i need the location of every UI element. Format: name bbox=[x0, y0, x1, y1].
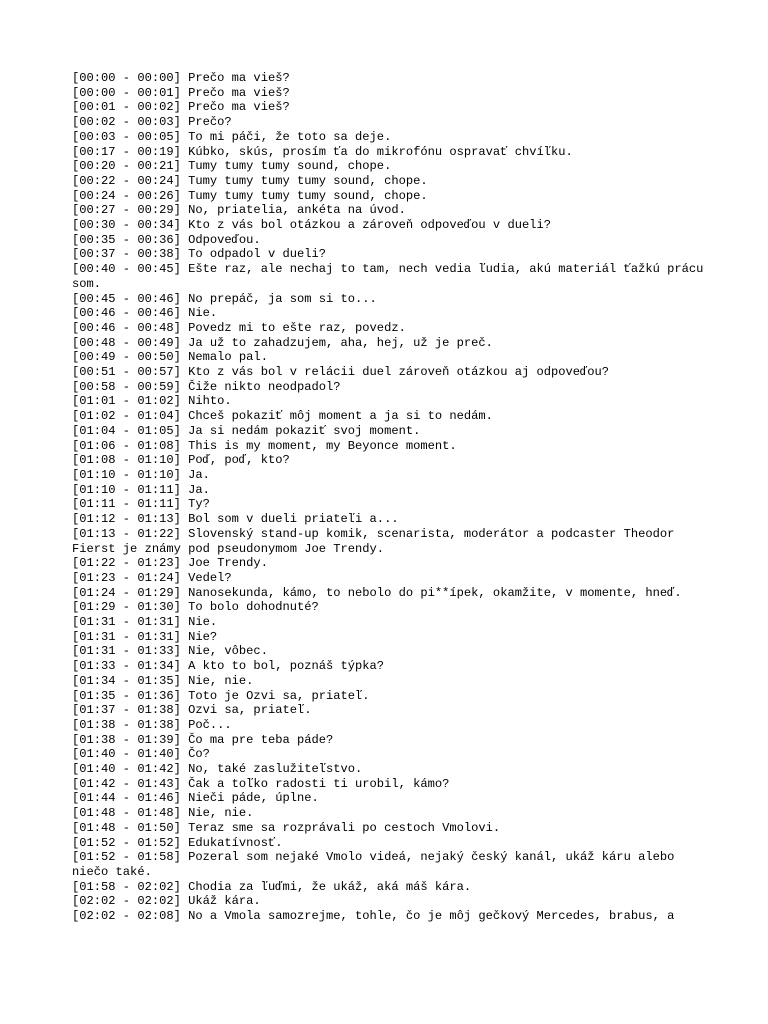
transcript-text bbox=[72, 71, 712, 924]
transcript-line: [00:24 - 00:26] Tumy tumy tumy tumy sound, chope. bbox=[72, 188, 428, 203]
transcript-line: [01:31 - 01:31] Nie. bbox=[72, 615, 218, 630]
transcript-line: [01:42 - 01:43] Čak a toľko radosti ti urobil, kámo? bbox=[72, 776, 450, 791]
transcript-line: [01:33 - 01:34] A kto to bol, poznáš týpka? bbox=[72, 659, 385, 674]
transcript-line: [01:13 - 01:22] Slovenský stand-up komik, scenarista, moderátor a podcaster Theodor Fierst je známy pod pseudonymom Joe Trendy. bbox=[72, 526, 682, 556]
transcript-line: [00:00 - 00:00] Prečo ma vieš? bbox=[72, 71, 290, 85]
transcript-line: [01:48 - 01:48] Nie, nie. bbox=[72, 806, 254, 821]
transcript-line: [00:37 - 00:38] To odpadol v dueli? bbox=[72, 247, 327, 262]
transcript-line: [01:12 - 01:13] Bol som v dueli priateľi a... bbox=[72, 512, 399, 527]
transcript-line: [01:35 - 01:36] Toto je Ozvi sa, priateľ. bbox=[72, 688, 370, 703]
transcript-line: [01:01 - 01:02] Nihto. bbox=[72, 394, 232, 409]
transcript-line: [00:48 - 00:49] Ja už to zahadzujem, aha, hej, už je preč. bbox=[72, 335, 493, 350]
transcript-line: [02:02 - 02:08] No a Vmola samozrejme, tohle, čo je môj gečkový Mercedes, brabus, a bbox=[72, 909, 675, 924]
transcript-line: [00:49 - 00:50] Nemalo pal. bbox=[72, 350, 268, 365]
transcript-line: [00:46 - 00:48] Povedz mi to ešte raz, povedz. bbox=[72, 320, 406, 335]
transcript-line: [00:20 - 00:21] Tumy tumy tumy sound, chope. bbox=[72, 159, 392, 174]
transcript-line: [01:44 - 01:46] Nieči páde, úplne. bbox=[72, 791, 319, 806]
transcript-line: [01:22 - 01:23] Joe Trendy. bbox=[72, 556, 268, 571]
transcript-line: [01:40 - 01:40] Čo? bbox=[72, 747, 210, 762]
transcript-line: [01:38 - 01:38] Poč... bbox=[72, 717, 232, 732]
transcript-line: [01:34 - 01:35] Nie, nie. bbox=[72, 673, 254, 688]
transcript-line: [01:48 - 01:50] Teraz sme sa rozprávali po cestoch Vmolovi. bbox=[72, 820, 501, 835]
transcript-line: [00:22 - 00:24] Tumy tumy tumy tumy sound, chope. bbox=[72, 173, 428, 188]
transcript-line: [00:27 - 00:29] No, priatelia, ankéta na úvod. bbox=[72, 203, 406, 218]
transcript-line: [01:29 - 01:30] To bolo dohodnuté? bbox=[72, 600, 319, 615]
transcript-line: [01:24 - 01:29] Nanosekunda, kámo, to nebolo do pi**ípek, okamžite, v momente, hneď. bbox=[72, 585, 682, 600]
transcript-line: [01:02 - 01:04] Chceš pokaziť môj moment a ja si to nedám. bbox=[72, 409, 493, 424]
transcript-line: [00:17 - 00:19] Kúbko, skús, prosím ťa do mikrofónu ospravať chvíľku. bbox=[72, 144, 573, 159]
transcript-line: [01:52 - 01:52] Edukatívnosť. bbox=[72, 835, 283, 850]
transcript-line: [00:02 - 00:03] Prečo? bbox=[72, 115, 232, 130]
transcript-line: [01:37 - 01:38] Ozvi sa, priateľ. bbox=[72, 703, 312, 718]
transcript-line: [01:31 - 01:33] Nie, vôbec. bbox=[72, 644, 268, 659]
transcript-line: [01:04 - 01:05] Ja si nedám pokaziť svoj moment. bbox=[72, 423, 421, 438]
transcript-line: [00:46 - 00:46] Nie. bbox=[72, 306, 218, 321]
transcript-line: [00:30 - 00:34] Kto z vás bol otázkou a zároveň odpoveďou v dueli? bbox=[72, 218, 551, 233]
transcript-line: [01:11 - 01:11] Ty? bbox=[72, 497, 210, 512]
transcript-line: [01:23 - 01:24] Vedel? bbox=[72, 570, 232, 585]
transcript-line: [00:01 - 00:02] Prečo ma vieš? bbox=[72, 100, 290, 115]
transcript-line: [01:31 - 01:31] Nie? bbox=[72, 629, 218, 644]
transcript-line: [01:58 - 02:02] Chodia za ľuďmi, že ukáž, aká máš kára. bbox=[72, 879, 472, 894]
transcript-line: [01:52 - 01:58] Pozeral som nejaké Vmolo videá, nejaký český kanál, ukáž káru alebo niečo také. bbox=[72, 850, 682, 879]
transcript-line: [00:58 - 00:59] Čiže nikto neodpadol? bbox=[72, 379, 341, 394]
transcript-line: [01:40 - 01:42] No, také zaslužiteľstvo. bbox=[72, 762, 363, 777]
transcript-line: [02:02 - 02:02] Ukáž kára. bbox=[72, 894, 261, 909]
transcript-line: [00:45 - 00:46] No prepáč, ja som si to... bbox=[72, 291, 377, 306]
transcript-line: [00:40 - 00:45] Ešte raz, ale nechaj to tam, nech vedia ľudia, akú materiál ťažkú prácu som. bbox=[72, 262, 711, 291]
transcript-line: [00:00 - 00:01] Prečo ma vieš? bbox=[72, 85, 290, 100]
transcript-line: [00:51 - 00:57] Kto z vás bol v relácii duel zároveň otázkou aj odpoveďou? bbox=[72, 365, 610, 380]
transcript-line: [01:08 - 01:10] Poď, poď, kto? bbox=[72, 453, 290, 468]
transcript-line: [01:10 - 01:10] Ja. bbox=[72, 467, 210, 482]
transcript-line: [01:10 - 01:11] Ja. bbox=[72, 482, 210, 497]
transcript-line: [00:03 - 00:05] To mi páči, že toto sa deje. bbox=[72, 129, 392, 144]
transcript-line: [01:06 - 01:08] This is my moment, my Beyonce moment. bbox=[72, 438, 457, 453]
transcript-line: [00:35 - 00:36] Odpoveďou. bbox=[72, 232, 261, 247]
transcript-line: [01:38 - 01:39] Čo ma pre teba páde? bbox=[72, 732, 334, 747]
